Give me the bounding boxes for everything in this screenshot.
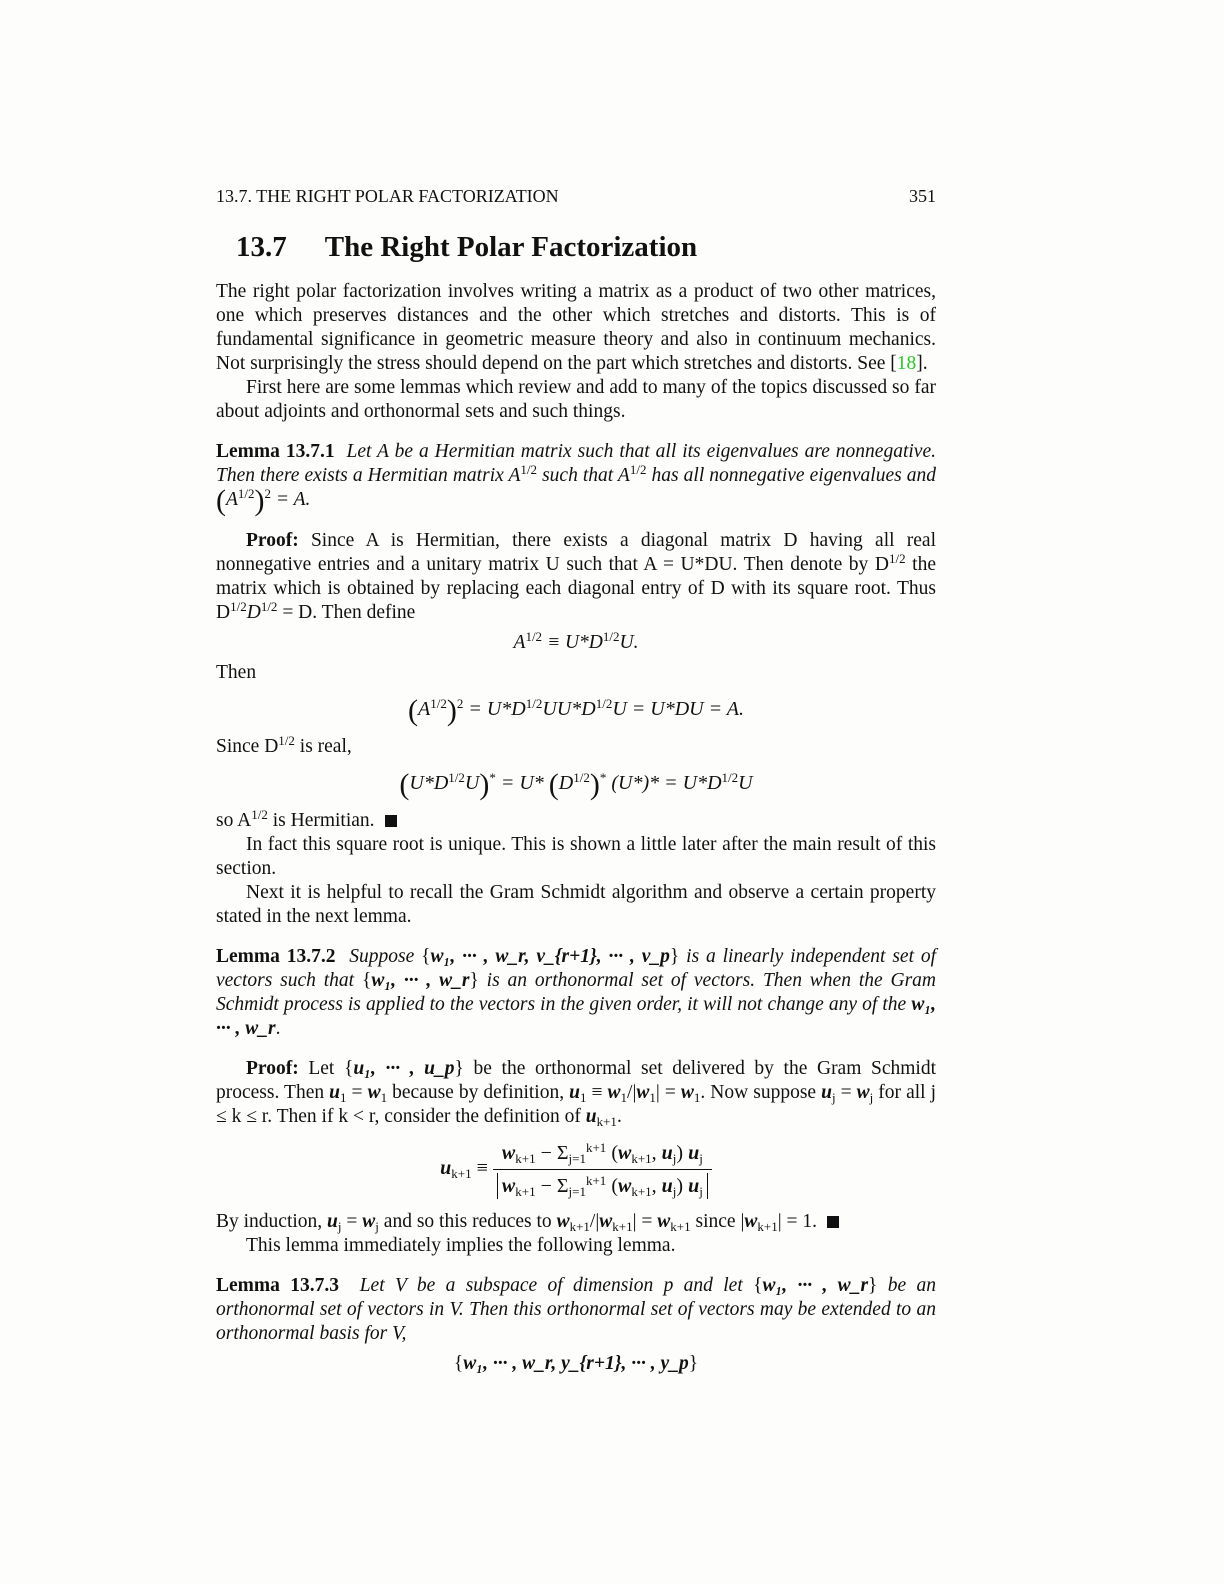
page-number: 351 [909,186,936,206]
induction-step: By induction, $u_j = w_j$ and so this reduces to $w_{k+1}/|w_{k+1}| = w_{k+1}$ since $|w_{k+1}| = 1$. [216,1210,936,1234]
running-head [216,184,936,208]
equation-adjoint: $(U*D^{1/2}U)^* = U*$ $(D^{1/2})^*$ $(U*)* = U*D^{1/2}U$ [399,768,753,801]
equation-def: $A^{1/2} \equiv U*D^{1/2}U$. [513,629,639,653]
lemma-1-label: Lemma 13.7.1 [216,441,335,462]
since-real: Since $D^{1/2}$ is real, [216,733,352,757]
proof-2: Proof: Let {u₁, ··· , u_p} be the orthonormal set delivered by the Gram Schmidt process. Then $u_1 = w_1$ because by definition, $u_1 \equiv w_1/|w_1| = w_1$. Now suppose $u_j = w_j$ for all j ≤ k ≤ r. Then if k < r, consider the definition of $u_{k+1}$. [216,1058,937,1129]
equation-square: $(A^{1/2})^2 = U*D^{1/2}UU*D^{1/2}U = U*DU = A$. [408,694,744,727]
page [216,184,936,1382]
intro-paragraph: The right polar factorization involves writing a matrix as a product of two other matrices, one which preserves distances and the other which stretches and distorts. This is of fundamental significance in geometric measure theory and also in continuum mechanics. Not surprisingly the stress should depend on the part which stretches and distorts. See [18]. [216,281,936,374]
running-title: 13.7. THE RIGHT POLAR FACTORIZATION [216,186,559,206]
so-hermitian: so $A^{1/2}$ is Hermitian. [216,809,936,833]
equation-basis: {w₁, ··· , w_r, y_{r+1}, ··· , y_p} [453,1353,699,1374]
lemma-3: Lemma 13.7.3 Let V be a subspace of dimension p and let {w₁, ··· , w_r} be an orthonormal set of vectors in V. Then this orthonormal set of vectors may be extended to an orthonormal basis for V, [216,1275,937,1344]
qed-icon [385,815,397,827]
citation-link[interactable]: 18 [896,353,917,374]
implies-note: This lemma immediately implies the following lemma. [246,1235,676,1256]
section-heading: The Right Polar Factorization [324,231,698,263]
uniqueness-note: In fact this square root is unique. This is shown a little later after the main result of this section. [216,834,936,879]
lemma-1: Lemma 13.7.1 Let A be a Hermitian matrix such that all its eigenvalues are nonnegative. Then there exists a Hermitian matrix $A^{1/2}$ such that $A^{1/2}$ has all nonnegative eigenvalues and $(A^{1/2})^2 = A$. [216,441,936,517]
section-number: 13.7 [236,231,287,263]
equation-gram-schmidt: $u_{k+1}$ ≡ $\frac{w_{k+1} - \Sigma_{j=1}^{k+1} (w_{k+1}, u_j) u_j}{w_{k+1} - \Sigma_{j=1}^{k+1} (w_{k+1}, u_j) u_j}$ [216,1141,936,1198]
qed-icon [827,1216,839,1228]
intro-paragraph-2: First here are some lemmas which review and add to many of the topics discussed so far about adjoints and orthonormal sets and such things. [216,377,936,422]
proof-1: Proof: Since A is Hermitian, there exists a diagonal matrix D having all real nonnegative entries and a unitary matrix U such that A = U*DU. Then denote by $D^{1/2}$ the matrix which is obtained by replacing each diagonal entry of D with its square root. Thus $D^{1/2}D^{1/2} = D$. Then define [216,530,937,623]
lemma-2: Lemma 13.7.2 Suppose {w₁, ··· , w_r, v_{r+1}, ··· , v_p} is a linearly independent set of vectors such that {w₁, ··· , w_r} is an orthonormal set of vectors. Then when the Gram Schmidt process is applied to the vectors in the given order, it will not change any of the w₁, ··· , w_r. [216,946,937,1039]
gram-schmidt-intro: Next it is helpful to recall the Gram Schmidt algorithm and observe a certain property stated in the next lemma. [216,882,936,927]
section-title [236,230,936,264]
then-label: Then [216,662,257,683]
